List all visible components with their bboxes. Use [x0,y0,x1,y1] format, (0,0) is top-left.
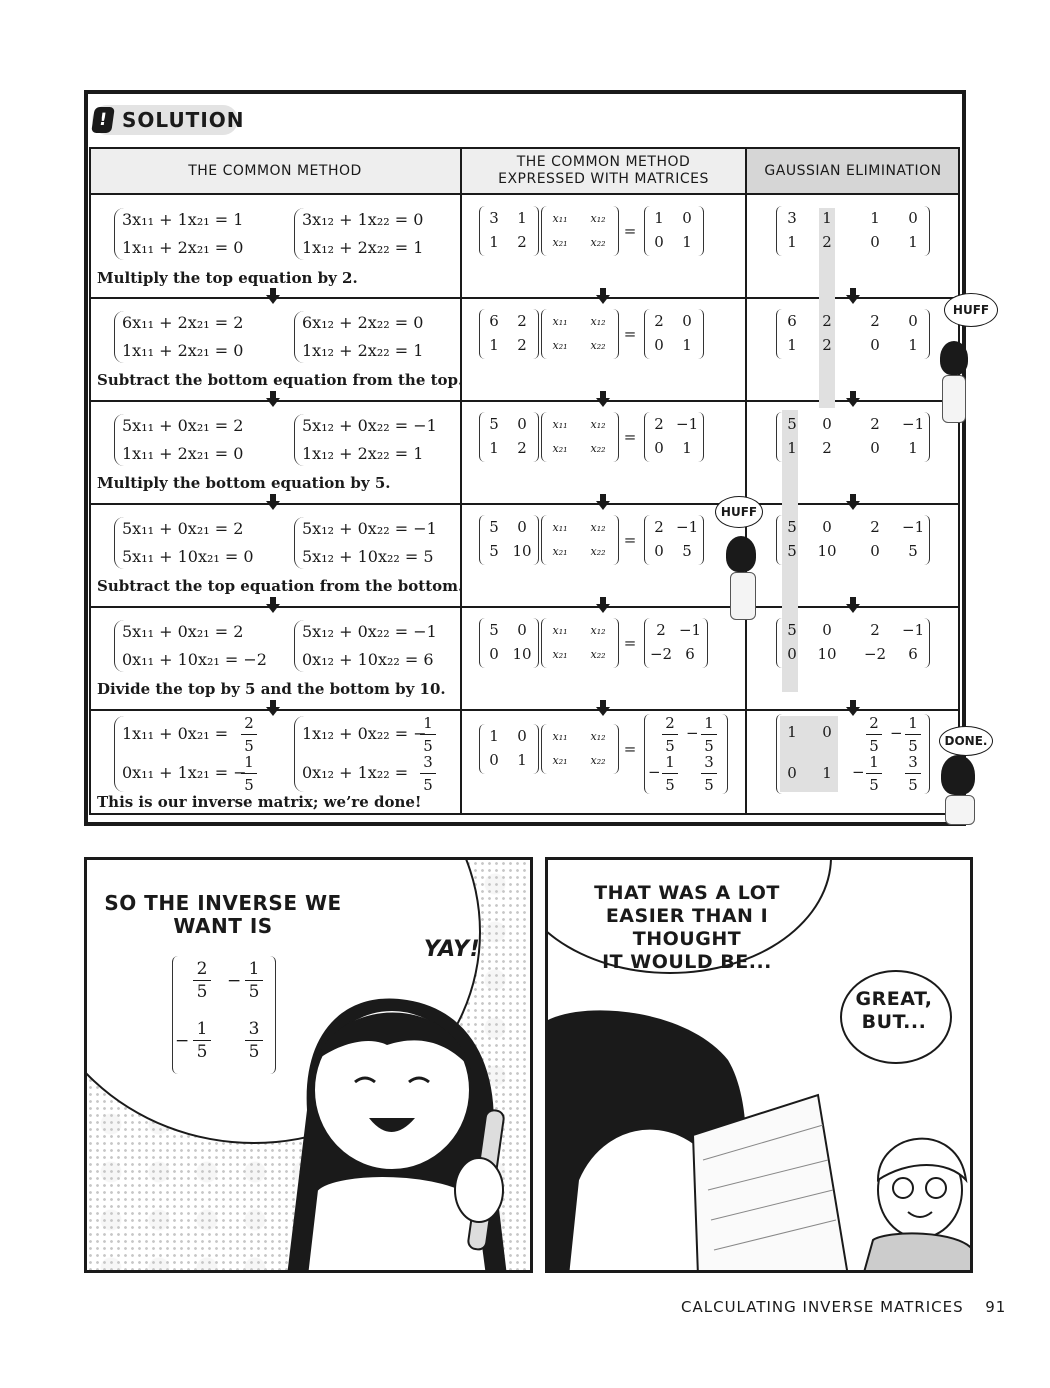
minus-sign: − [852,763,865,781]
section-title: CALCULATING INVERSE MATRICES [681,1298,964,1316]
matrix-cell: 2 [656,621,666,639]
down-arrow-icon [596,700,610,716]
fraction: 1 5 [866,753,882,794]
down-arrow-icon [266,288,280,304]
matrix-cell: x₂₂ [590,339,606,352]
matrix-cell: 1 [489,233,499,251]
grid-line [89,147,91,815]
matrix-cell: x₁₂ [590,212,606,225]
matrix-cell: x₁₁ [552,418,568,431]
matrix-cell: 0 [517,727,527,745]
matrix-cell: x₂₁ [552,442,568,455]
grid-line [89,813,960,815]
grid-line [89,503,960,505]
comic-panel-right [545,857,973,1273]
matrix-cell: 1 [489,336,499,354]
matrix-cell: 2 [517,233,527,251]
matrix-cell: 1 [787,233,797,251]
matrix-cell: 1 [489,439,499,457]
down-arrow-icon [266,597,280,613]
grid-line [460,147,462,815]
down-arrow-icon [846,494,860,510]
down-arrow-icon [266,700,280,716]
equals-sign: = [623,634,637,652]
matrix-cell: 0 [489,645,499,663]
equation: 0x₁₂ + 1x₂₂ = [302,763,409,782]
header-common-method: THE COMMON METHOD [89,148,461,194]
fraction: 2 5 [193,960,211,1001]
matrix-cell: 1 [517,209,527,227]
speech-bubble-huff: HUFF [715,496,763,528]
fraction: 3 5 [420,753,436,794]
step-note: Subtract the top equation from the bottom. [97,577,464,595]
matrix-cell: 1 [787,723,797,741]
fraction: 1 5 [662,753,678,794]
matrix-cell: 0 [654,233,664,251]
matrix-cell: 0 [822,723,832,741]
fraction: 1 5 [905,714,921,755]
matrix-cell: 2 [517,336,527,354]
matrix-cell: 5 [489,415,499,433]
matrix-cell: 5 [489,542,499,560]
matrix-cell: x₂₂ [590,545,606,558]
fraction: 2 5 [662,714,678,755]
minus-sign: − [648,763,661,781]
down-arrow-icon [846,288,860,304]
character-girl-climbing [930,335,970,435]
equation: 5x₁₂ + 0x₂₂ = −1 [302,416,437,435]
matrix-cell: 2 [822,439,832,457]
characters-illustration [548,860,973,1273]
down-arrow-icon [596,597,610,613]
matrix-cell: 5 [787,415,797,433]
matrix-cell: 2 [822,312,832,330]
matrix-cell: 6 [787,312,797,330]
matrix-cell: 0 [517,415,527,433]
matrix-cell: x₂₁ [552,236,568,249]
matrix-cell: 0 [654,542,664,560]
matrix-cell: 1 [908,439,918,457]
fraction: 3 5 [905,753,921,794]
equation: 0x₁₁ + 1x₂₁ = − [122,763,247,782]
matrix-cell: 10 [512,645,532,663]
matrix-cell: 5 [489,518,499,536]
step-note: Divide the top by 5 and the bottom by 10. [97,680,446,698]
fraction: 3 5 [701,753,717,794]
down-arrow-icon [266,391,280,407]
matrix-cell: x₁₂ [590,624,606,637]
grid-line [745,147,747,815]
matrix-cell: 0 [787,645,797,663]
matrix-cell: 0 [870,233,880,251]
character-girl-climbing [720,530,766,630]
matrix-cell: 0 [822,415,832,433]
minus-sign: − [686,724,699,742]
speech-text: THAT WAS A LOT EASIER THAN I THOUGHT IT WOULD BE... [594,882,780,973]
equals-sign: = [623,740,637,758]
solution-label: SOLUTION [122,108,245,132]
matrix-cell: 2 [870,312,880,330]
step-note: This is our inverse matrix; we’re done! [97,793,422,811]
speech-bubble-done: DONE. [939,726,993,756]
down-arrow-icon [266,494,280,510]
equation: 1x₁₂ + 2x₂₂ = 1 [302,238,424,257]
grid-line [89,709,960,711]
down-arrow-icon [596,391,610,407]
equation: 1x₁₂ + 2x₂₂ = 1 [302,444,424,463]
header-gaussian: GAUSSIAN ELIMINATION [746,148,960,194]
matrix-cell: 2 [870,415,880,433]
equation: 5x₁₂ + 0x₂₂ = −1 [302,519,437,538]
matrix-cell: 0 [822,621,832,639]
matrix-cell: x₁₂ [590,418,606,431]
exclamation-icon: ! [91,107,115,133]
matrix-cell: 1 [682,439,692,457]
equation: 5x₁₁ + 10x₂₁ = 0 [122,547,254,566]
matrix-cell: 0 [489,751,499,769]
page-footer [681,1298,1006,1316]
matrix-cell: −1 [678,621,702,639]
matrix-cell: 10 [817,542,837,560]
matrix-cell: 0 [682,312,692,330]
matrix-cell: 0 [517,621,527,639]
step-note: Subtract the bottom equation from the top. [97,371,464,389]
matrix-cell: 10 [817,645,837,663]
equation: 5x₁₁ + 0x₂₁ = 2 [122,519,244,538]
matrix-cell: 1 [517,751,527,769]
matrix-cell: 1 [822,209,832,227]
equation: 0x₁₁ + 10x₂₁ = −2 [122,650,267,669]
matrix-cell: 2 [822,336,832,354]
header-matrices: THE COMMON METHOD EXPRESSED WITH MATRICES [461,148,746,194]
matrix-cell: 0 [908,312,918,330]
girl-illustration [87,860,533,1273]
grid-line [89,193,960,195]
equation: 1x₁₁ + 2x₂₁ = 0 [122,238,244,257]
matrix-cell: 0 [682,209,692,227]
matrix-cell: 6 [685,645,695,663]
yay-text: YAY! [423,937,481,962]
matrix-cell: 0 [654,439,664,457]
matrix-cell: 1 [908,233,918,251]
fraction: 1 5 [701,714,717,755]
fraction: 1 5 [193,1020,211,1061]
matrix-cell: 1 [489,727,499,745]
matrix-cell: 0 [870,336,880,354]
matrix-cell: 1 [870,209,880,227]
matrix-cell: 5 [787,621,797,639]
matrix-cell: x₂₂ [590,648,606,661]
matrix-cell: 1 [682,233,692,251]
matrix-cell: x₂₁ [552,545,568,558]
matrix-cell: 2 [654,518,664,536]
equation: 5x₁₂ + 10x₂₂ = 5 [302,547,434,566]
matrix-cell: 5 [908,542,918,560]
comic-panel-left [84,857,533,1273]
matrix-cell: 2 [654,312,664,330]
matrix-cell: −2 [649,645,673,663]
matrix-cell: 0 [870,439,880,457]
minus-sign: − [175,1031,190,1051]
matrix-cell: x₁₁ [552,624,568,637]
matrix-cell: 1 [682,336,692,354]
matrix-cell: x₁₁ [552,212,568,225]
matrix-cell: 10 [512,542,532,560]
equation: 1x₁₁ + 0x₂₁ = [122,724,229,743]
matrix-cell: 1 [654,209,664,227]
matrix-cell: 1 [787,439,797,457]
matrix-cell: x₂₁ [552,648,568,661]
step-note: Multiply the bottom equation by 5. [97,474,391,492]
matrix-cell: x₁₂ [590,521,606,534]
equation: 5x₁₂ + 0x₂₂ = −1 [302,622,437,641]
matrix-cell: 1 [908,336,918,354]
matrix-cell: 6 [489,312,499,330]
step-note: Multiply the top equation by 2. [97,269,358,287]
grid-line [958,147,960,815]
matrix-cell: 0 [870,542,880,560]
matrix-cell: 3 [787,209,797,227]
matrix-cell: x₁₁ [552,730,568,743]
equation: 6x₁₁ + 2x₂₁ = 2 [122,313,244,332]
matrix-cell: 0 [822,518,832,536]
fraction: 1 5 [241,753,257,794]
fraction: 2 5 [866,714,882,755]
equation: 1x₁₂ + 0x₂₂ = − [302,724,427,743]
matrix-cell: 5 [682,542,692,560]
fraction: 2 5 [241,714,257,755]
matrix-cell: 6 [908,645,918,663]
speech-text: SO THE INVERSE WE WANT IS [104,891,342,938]
matrix-cell: 1 [787,336,797,354]
matrix-cell: 2 [654,415,664,433]
matrix-cell: 5 [489,621,499,639]
matrix-cell: 2 [870,518,880,536]
matrix-cell: −2 [863,645,887,663]
equation: 5x₁₁ + 0x₂₁ = 2 [122,622,244,641]
equation: 6x₁₂ + 2x₂₂ = 0 [302,313,424,332]
matrix-cell: x₁₂ [590,730,606,743]
speech-text: GREAT, BUT... [855,988,933,1033]
matrix-cell: x₁₁ [552,315,568,328]
matrix-cell: 5 [787,518,797,536]
matrix-cell: −1 [676,518,699,536]
matrix-cell: x₂₂ [590,236,606,249]
page-number: 91 [985,1298,1007,1316]
equation: 5x₁₁ + 0x₂₁ = 2 [122,416,244,435]
matrix-cell: 2 [870,621,880,639]
grid-line [89,147,960,149]
equation: 1x₁₁ + 2x₂₁ = 0 [122,444,244,463]
matrix-cell: x₂₂ [590,442,606,455]
equals-sign: = [623,325,637,343]
matrix-cell: −1 [902,621,925,639]
matrix-cell: 2 [517,439,527,457]
matrix-cell: 3 [489,209,499,227]
down-arrow-icon [596,288,610,304]
matrix-cell: −1 [676,415,699,433]
matrix-cell: x₂₂ [590,754,606,767]
equation: 3x₁₁ + 1x₂₁ = 1 [122,210,244,229]
equation: 3x₁₂ + 1x₂₂ = 0 [302,210,424,229]
matrix-cell: 2 [517,312,527,330]
matrix-cell: 2 [822,233,832,251]
matrix-cell: x₁₂ [590,315,606,328]
equation: 1x₁₁ + 2x₂₁ = 0 [122,341,244,360]
matrix-cell: 5 [787,542,797,560]
minus-sign: − [890,724,903,742]
equation: 0x₁₂ + 10x₂₂ = 6 [302,650,434,669]
speech-bubble-huff: HUFF [944,293,998,327]
equals-sign: = [623,531,637,549]
matrix-cell: x₁₁ [552,521,568,534]
matrix-cell: 0 [517,518,527,536]
equals-sign: = [623,222,637,240]
matrix-cell: x₂₁ [552,754,568,767]
matrix-cell: 0 [654,336,664,354]
matrix-cell: −1 [902,518,925,536]
fraction: 1 5 [245,960,263,1001]
matrix-cell: 1 [822,764,832,782]
matrix-cell: −1 [902,415,925,433]
matrix-cell: x₂₁ [552,339,568,352]
equals-sign: = [623,428,637,446]
grid-line [89,606,960,608]
down-arrow-icon [596,494,610,510]
equation: 1x₁₂ + 2x₂₂ = 1 [302,341,424,360]
matrix-cell: 0 [787,764,797,782]
down-arrow-icon [846,391,860,407]
fraction: 1 5 [420,714,436,755]
character-girl-smiling [933,755,983,825]
matrix-cell: 0 [908,209,918,227]
down-arrow-icon [846,597,860,613]
fraction: 3 5 [245,1020,263,1061]
minus-sign: − [227,971,242,991]
